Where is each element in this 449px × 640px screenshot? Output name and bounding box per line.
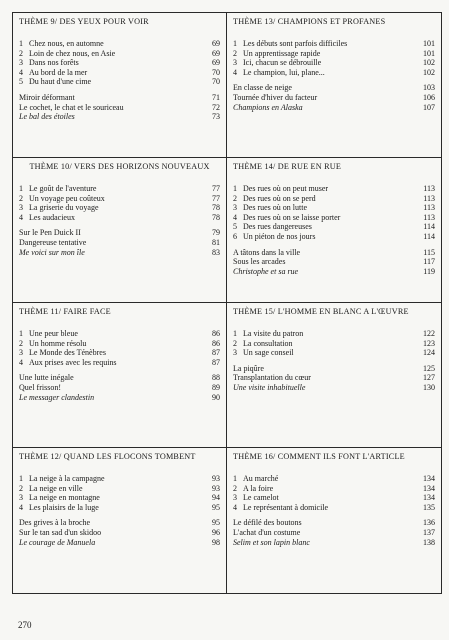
entry-label: Quel frisson! xyxy=(19,382,61,392)
entry-label: Au bord de la mer xyxy=(29,67,88,77)
entry-label: Aux prises avec les requins xyxy=(29,357,117,367)
chapter-entry xyxy=(233,213,435,223)
entry-label: Les plaisirs de la luge xyxy=(29,502,99,512)
entry-label: Chez nous, en automne xyxy=(29,39,104,48)
entry-label: Le cochet, le chat et le souriceau xyxy=(19,102,124,112)
entry-page: 95 xyxy=(212,502,220,512)
chapter-entry xyxy=(233,339,435,349)
entry-page: 88 xyxy=(212,373,220,383)
extra-entry xyxy=(233,93,435,103)
entry-page: 93 xyxy=(212,474,220,483)
entry-label: Un voyage peu coûteux xyxy=(29,193,105,203)
chapter-entry xyxy=(233,503,435,513)
entry-page: 69 xyxy=(212,58,220,68)
entry-page: 83 xyxy=(212,247,220,257)
story-entry xyxy=(19,393,220,403)
chapter-entry xyxy=(19,348,220,358)
chapter-entry xyxy=(233,493,435,503)
entry-page: 114 xyxy=(423,231,435,241)
entry-page: 70 xyxy=(212,77,220,87)
chapter-number: 3 xyxy=(19,203,23,213)
entry-page: 103 xyxy=(423,83,435,93)
chapter-number: 2 xyxy=(233,193,237,203)
entry-label: Les audacieux xyxy=(29,212,75,222)
chapter-number: 2 xyxy=(19,338,23,348)
entry-page: 95 xyxy=(212,518,220,528)
chapter-entry xyxy=(19,58,220,68)
entry-label: Dangereuse tentative xyxy=(19,237,87,247)
chapter-number: 1 xyxy=(233,474,237,483)
chapter-entry xyxy=(233,49,435,59)
entry-label: Des rues dangereuses xyxy=(243,222,312,232)
entry-label: La neige en montagne xyxy=(29,493,100,503)
extra-entry xyxy=(233,83,435,93)
extra-entry xyxy=(19,238,220,248)
chapter-entry xyxy=(233,474,435,484)
chapter-number: 3 xyxy=(19,493,23,503)
chapter-number: 3 xyxy=(19,58,23,68)
entry-label: Des rues où on peut muser xyxy=(243,184,329,193)
story-entry xyxy=(233,538,435,548)
theme-title: THÈME 10/ VERS DES HORIZONS NOUVEAUX xyxy=(29,162,210,171)
entry-page: 134 xyxy=(423,474,435,483)
chapter-entry xyxy=(19,194,220,204)
entry-label: Le messager clandestin xyxy=(19,392,95,402)
entry-page: 71 xyxy=(212,92,220,102)
entry-page: 113 xyxy=(423,203,435,213)
entry-page: 70 xyxy=(212,67,220,77)
entry-page: 96 xyxy=(212,527,220,537)
entry-label: La visite du patron xyxy=(243,329,304,338)
entry-page: 124 xyxy=(423,348,435,358)
entry-label: Transplantation du cœur xyxy=(233,373,311,383)
entry-page: 89 xyxy=(212,382,220,392)
entry-page: 113 xyxy=(423,184,435,193)
entry-label: A la foire xyxy=(243,483,274,493)
chapter-entry xyxy=(233,194,435,204)
theme-title: THÈME 14/ DE RUE EN RUE xyxy=(233,162,342,171)
chapter-number: 2 xyxy=(19,193,23,203)
entry-label: En classe de neige xyxy=(233,83,292,93)
theme-block xyxy=(13,13,227,158)
entry-page: 78 xyxy=(212,203,220,213)
entry-page: 119 xyxy=(423,266,435,276)
extra-entry xyxy=(19,518,220,528)
entry-label: A tâtons dans la ville xyxy=(233,247,301,257)
story-entry xyxy=(19,112,220,122)
entry-page: 87 xyxy=(212,348,220,358)
entry-page: 77 xyxy=(212,193,220,203)
entry-label: Loin de chez nous, en Asie xyxy=(29,48,116,58)
chapter-number: 4 xyxy=(233,212,237,222)
story-entry xyxy=(19,248,220,258)
extra-entry xyxy=(233,364,435,374)
entry-label: L'achat d'un costume xyxy=(233,527,301,537)
chapter-entry xyxy=(19,203,220,213)
story-entry xyxy=(19,538,220,548)
chapter-number: 3 xyxy=(233,203,237,213)
entry-label: Des grives à la broche xyxy=(19,518,91,528)
theme-title: THÈME 12/ QUAND LES FLOCONS TOMBENT xyxy=(19,452,196,461)
entry-label: Sur le tan sad d'un skidoo xyxy=(19,527,102,537)
entry-label: La piqûre xyxy=(233,363,264,373)
chapter-number: 3 xyxy=(19,348,23,358)
theme-block xyxy=(13,448,227,593)
chapter-number: 2 xyxy=(19,483,23,493)
story-entry xyxy=(233,103,435,113)
entry-page: 138 xyxy=(423,537,435,547)
chapter-entry xyxy=(19,49,220,59)
extra-entry xyxy=(19,383,220,393)
entry-label: Un homme résolu xyxy=(29,338,87,348)
extra-entry xyxy=(19,373,220,383)
extra-entry xyxy=(233,373,435,383)
extra-entry xyxy=(19,103,220,113)
chapter-entry xyxy=(19,358,220,368)
chapter-entry xyxy=(233,222,435,232)
entry-page: 115 xyxy=(423,247,435,257)
entry-page: 127 xyxy=(423,373,435,383)
entry-page: 94 xyxy=(212,493,220,503)
entry-label: Sur le Pen Duick II xyxy=(19,228,81,238)
entry-label: Champions en Alaska xyxy=(233,102,303,112)
story-entry xyxy=(233,267,435,277)
entry-label: Me voici sur mon île xyxy=(19,247,85,257)
chapter-number: 1 xyxy=(19,39,23,48)
entry-page: 102 xyxy=(423,58,435,68)
entry-page: 78 xyxy=(212,212,220,222)
entry-page: 81 xyxy=(212,237,220,247)
entry-page: 69 xyxy=(212,48,220,58)
entry-label: Selim et son lapin blanc xyxy=(233,537,310,547)
page-number: 270 xyxy=(18,620,32,630)
entry-page: 135 xyxy=(423,502,435,512)
entry-label: La consultation xyxy=(243,338,293,348)
entry-label: Une peur bleue xyxy=(29,329,78,338)
entry-label: Les débuts sont parfois difficiles xyxy=(243,39,348,48)
entry-label: Le champion, lui, plane... xyxy=(243,67,325,77)
entry-page: 102 xyxy=(423,67,435,77)
entry-label: Le bal des étoiles xyxy=(19,112,75,122)
chapter-entry xyxy=(19,77,220,87)
entry-page: 87 xyxy=(212,357,220,367)
chapter-number: 1 xyxy=(19,184,23,193)
chapter-number: 3 xyxy=(233,348,237,358)
entry-page: 134 xyxy=(423,493,435,503)
entry-label: Dans nos forêts xyxy=(29,58,79,68)
chapter-number: 1 xyxy=(233,184,237,193)
entry-page: 114 xyxy=(423,222,435,232)
chapter-number: 1 xyxy=(19,329,23,338)
entry-label: Le Monde des Ténèbres xyxy=(29,348,106,358)
entry-page: 79 xyxy=(212,228,220,238)
chapter-number: 4 xyxy=(19,502,23,512)
entry-page: 98 xyxy=(212,537,220,547)
chapter-entry xyxy=(19,493,220,503)
entry-page: 123 xyxy=(423,338,435,348)
chapter-entry xyxy=(19,68,220,78)
extra-entry xyxy=(233,257,435,267)
entry-page: 73 xyxy=(212,112,220,122)
chapter-number: 1 xyxy=(19,474,23,483)
entry-label: Tournée d'hiver du facteur xyxy=(233,92,318,102)
entry-page: 113 xyxy=(423,193,435,203)
chapter-number: 4 xyxy=(233,502,237,512)
chapter-number: 6 xyxy=(233,231,237,241)
extra-entry xyxy=(233,528,435,538)
chapter-number: 1 xyxy=(233,329,237,338)
chapter-number: 2 xyxy=(233,48,237,58)
extra-entry xyxy=(233,248,435,258)
entry-page: 77 xyxy=(212,184,220,193)
entry-page: 125 xyxy=(423,363,435,373)
entry-label: Le défilé des boutons xyxy=(233,518,302,528)
chapter-entry xyxy=(233,203,435,213)
entry-label: Le goût de l'aventure xyxy=(29,184,97,193)
entry-page: 101 xyxy=(423,39,435,48)
entry-page: 69 xyxy=(212,39,220,48)
theme-block xyxy=(227,13,441,158)
chapter-number: 4 xyxy=(19,357,23,367)
theme-block xyxy=(227,158,441,303)
entry-page: 93 xyxy=(212,483,220,493)
chapter-number: 1 xyxy=(233,39,237,48)
entry-page: 117 xyxy=(423,257,435,267)
entry-label: Ici, chacun se débrouille xyxy=(243,58,322,68)
chapter-entry xyxy=(233,39,435,49)
entry-label: Un sage conseil xyxy=(243,348,294,358)
theme-block xyxy=(13,303,227,448)
entry-page: 134 xyxy=(423,483,435,493)
chapter-entry xyxy=(233,484,435,494)
chapter-entry xyxy=(233,58,435,68)
entry-page: 136 xyxy=(423,518,435,528)
chapter-number: 4 xyxy=(19,67,23,77)
entry-label: Une visite inhabituelle xyxy=(233,382,306,392)
chapter-number: 2 xyxy=(19,48,23,58)
entry-page: 113 xyxy=(423,212,435,222)
chapter-entry xyxy=(19,339,220,349)
chapter-entry xyxy=(19,213,220,223)
entry-page: 122 xyxy=(423,329,435,338)
theme-title: THÈME 15/ L'HOMME EN BLANC A L'ŒUVRE xyxy=(233,307,409,316)
chapter-number: 5 xyxy=(19,77,23,87)
theme-title: THÈME 11/ FAIRE FACE xyxy=(19,307,111,316)
entry-label: Des rues où on se laisse porter xyxy=(243,212,341,222)
entry-label: Le camelot xyxy=(243,493,279,503)
extra-entry xyxy=(19,228,220,238)
chapter-entry xyxy=(233,348,435,358)
extra-entry xyxy=(233,518,435,528)
entry-label: Des rues où on lutte xyxy=(243,203,307,213)
chapter-entry xyxy=(19,474,220,484)
chapter-number: 4 xyxy=(233,67,237,77)
theme-block xyxy=(13,158,227,303)
chapter-entry xyxy=(233,232,435,242)
chapter-number: 2 xyxy=(233,483,237,493)
chapter-entry xyxy=(233,184,435,194)
theme-title: THÈME 13/ CHAMPIONS ET PROFANES xyxy=(233,17,386,26)
story-entry xyxy=(233,383,435,393)
entry-page: 101 xyxy=(423,48,435,58)
chapter-entry xyxy=(19,184,220,194)
theme-block xyxy=(227,303,441,448)
chapter-number: 2 xyxy=(233,338,237,348)
chapter-entry xyxy=(19,503,220,513)
chapter-number: 3 xyxy=(233,58,237,68)
chapter-entry xyxy=(19,329,220,339)
entry-label: Un apprentissage rapide xyxy=(243,48,321,58)
entry-page: 107 xyxy=(423,102,435,112)
chapter-number: 4 xyxy=(19,212,23,222)
entry-label: Une lutte inégale xyxy=(19,373,74,383)
entry-label: Le représentant à domicile xyxy=(243,502,329,512)
chapter-entry xyxy=(19,484,220,494)
entry-label: Miroir déformant xyxy=(19,92,75,102)
extra-entry xyxy=(19,93,220,103)
chapter-entry xyxy=(233,68,435,78)
entry-label: Un piéton de nos jours xyxy=(243,231,316,241)
entry-page: 86 xyxy=(212,338,220,348)
entry-page: 86 xyxy=(212,329,220,338)
entry-label: Au marché xyxy=(243,474,279,483)
theme-block xyxy=(227,448,441,593)
entry-label: La neige en ville xyxy=(29,483,83,493)
chapter-number: 5 xyxy=(233,222,237,232)
entry-label: La griserie du voyage xyxy=(29,203,99,213)
entry-page: 72 xyxy=(212,102,220,112)
entry-page: 137 xyxy=(423,527,435,537)
chapter-entry xyxy=(19,39,220,49)
entry-label: La neige à la campagne xyxy=(29,474,105,483)
entry-label: Du haut d'une cime xyxy=(29,77,92,87)
extra-entry xyxy=(19,528,220,538)
entry-label: Sous les arcades xyxy=(233,257,286,267)
entry-label: Des rues où on se perd xyxy=(243,193,316,203)
entry-label: Le courage de Manuela xyxy=(19,537,96,547)
entry-page: 130 xyxy=(423,382,435,392)
table-of-contents xyxy=(12,12,442,594)
theme-title: THÈME 9/ DES YEUX POUR VOIR xyxy=(19,17,149,26)
chapter-entry xyxy=(233,329,435,339)
theme-title: THÈME 16/ COMMENT ILS FONT L'ARTICLE xyxy=(233,452,405,461)
entry-label: Christophe et sa rue xyxy=(233,266,299,276)
chapter-number: 3 xyxy=(233,493,237,503)
entry-page: 90 xyxy=(212,392,220,402)
entry-page: 106 xyxy=(423,92,435,102)
